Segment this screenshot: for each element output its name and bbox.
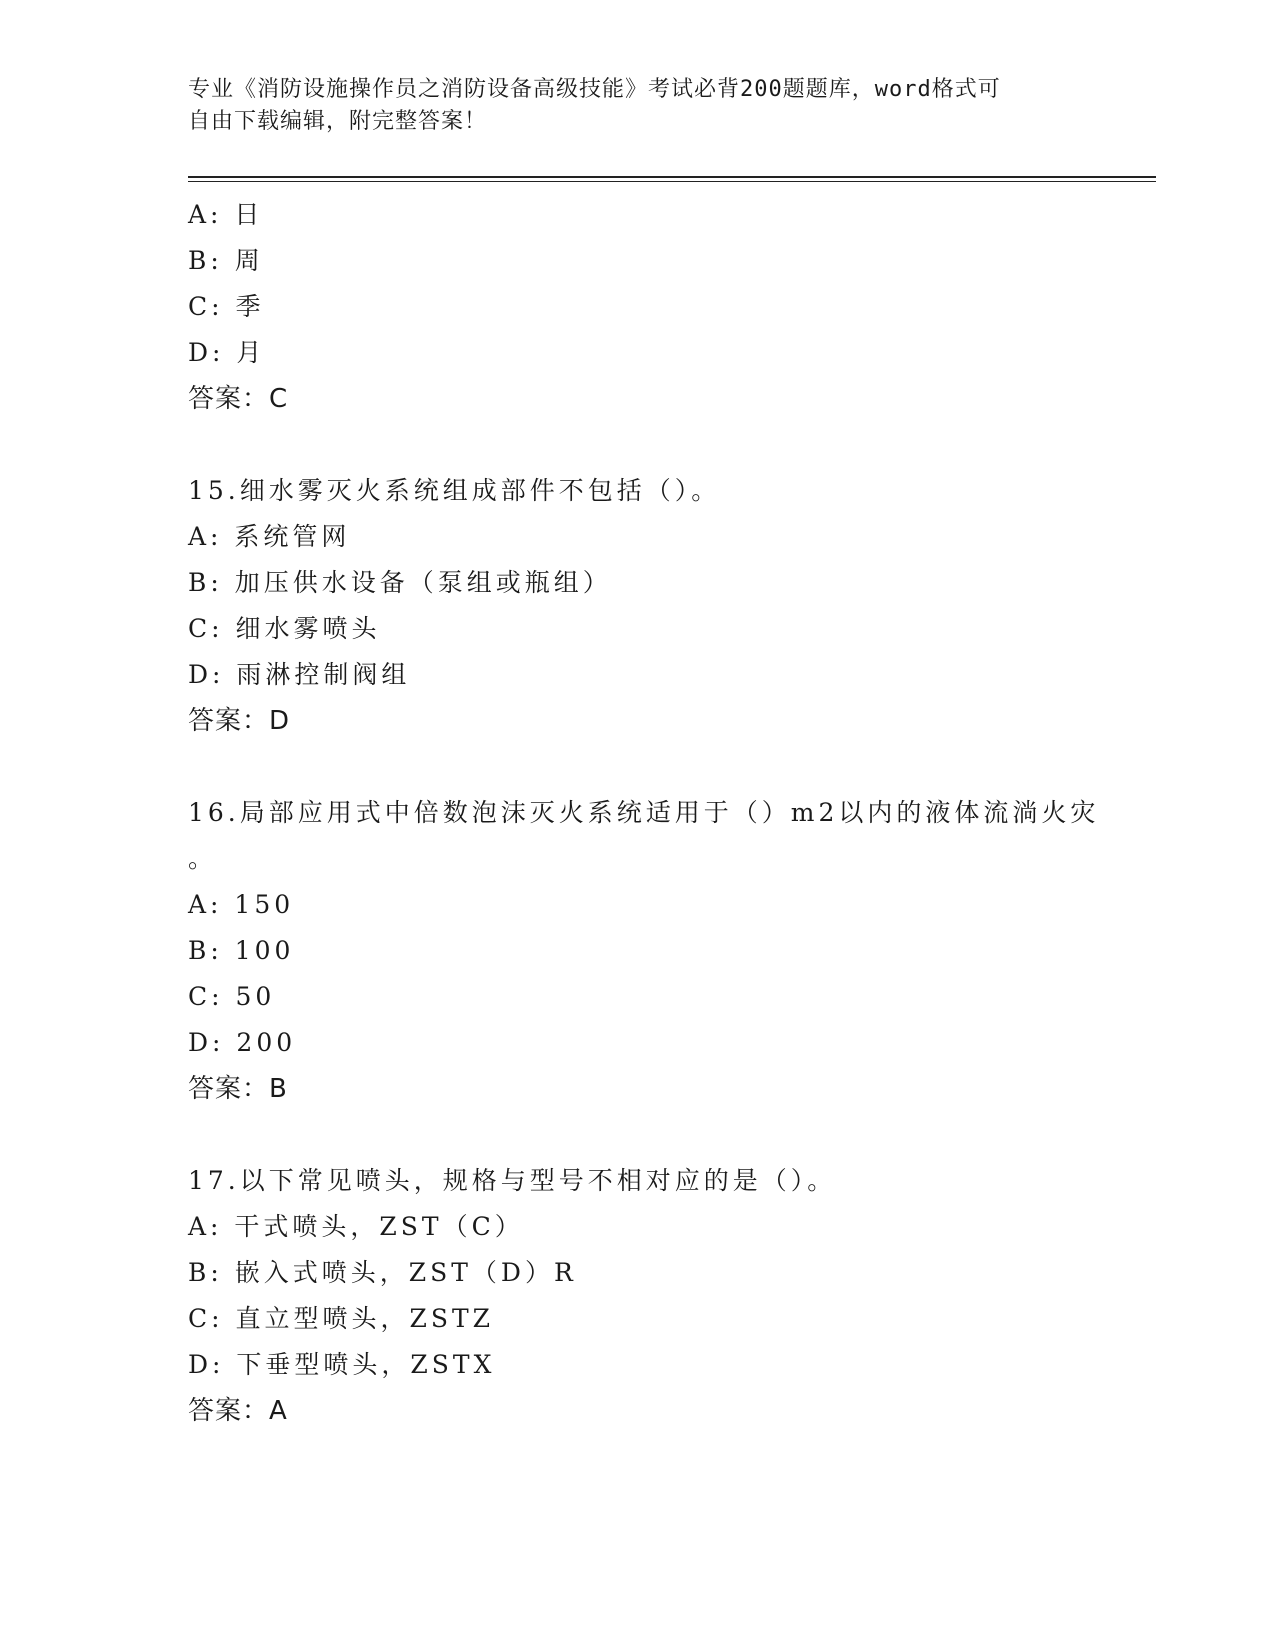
question-15 — [188, 468, 1108, 744]
option-b: B: 嵌入式喷头，ZST（D）R — [188, 1258, 577, 1287]
option-c: C: 直立型喷头，ZSTZ — [188, 1304, 495, 1333]
option-b: B: 周 — [188, 246, 264, 275]
question-14 — [188, 192, 1108, 422]
question-text: 16.局部应用式中倍数泡沫灭火系统适用于（）m2以内的液体流淌火灾 — [188, 798, 1100, 827]
spacer — [188, 422, 1108, 468]
header-rule-thin — [188, 181, 1156, 182]
question-text-continued: 。 — [188, 844, 218, 873]
option-d: D: 雨淋控制阀组 — [188, 660, 411, 689]
answer-line: 答案：D — [188, 706, 291, 736]
spacer — [188, 1112, 1108, 1158]
question-16 — [188, 790, 1108, 1112]
question-list — [188, 192, 1108, 1434]
question-text: 17.以下常见喷头，规格与型号不相对应的是（）。 — [188, 1166, 837, 1195]
option-a: A: 日 — [188, 200, 264, 229]
option-c: C: 50 — [188, 982, 276, 1011]
answer-line: 答案：B — [188, 1074, 288, 1104]
option-b: B: 100 — [188, 936, 295, 965]
option-d: D: 200 — [188, 1028, 297, 1057]
header-line-1: 专业《消防设施操作员之消防设备高级技能》考试必背200题题库，word格式可 — [188, 77, 1001, 102]
option-a: A: 150 — [188, 890, 295, 919]
answer-line: 答案：C — [188, 384, 289, 414]
document-header — [188, 74, 1068, 138]
header-rule-thick — [188, 176, 1156, 178]
option-d: D: 下垂型喷头，ZSTX — [188, 1350, 496, 1379]
option-a: A: 干式喷头，ZST（C） — [188, 1212, 524, 1241]
answer-line: 答案：A — [188, 1396, 288, 1426]
option-d: D: 月 — [188, 338, 266, 367]
spacer — [188, 744, 1108, 790]
option-c: C: 细水雾喷头 — [188, 614, 381, 643]
header-line-2: 自由下载编辑，附完整答案！ — [188, 109, 488, 134]
question-17 — [188, 1158, 1108, 1434]
option-c: C: 季 — [188, 292, 265, 321]
question-text: 15.细水雾灭火系统组成部件不包括（）。 — [188, 476, 721, 505]
option-b: B: 加压供水设备（泵组或瓶组） — [188, 568, 612, 597]
option-a: A: 系统管网 — [188, 522, 351, 551]
